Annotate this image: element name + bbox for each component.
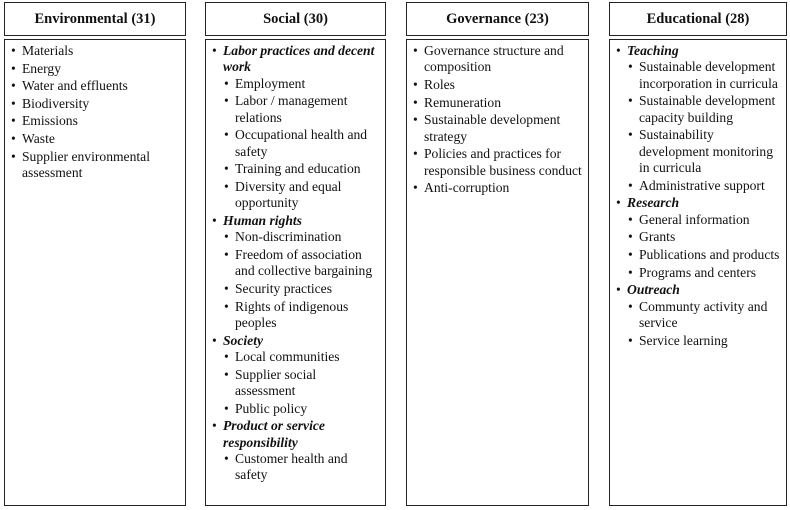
group-title: • Research bbox=[627, 195, 680, 211]
sub-list-item: • Security practices bbox=[224, 281, 379, 297]
group-item bbox=[212, 43, 379, 212]
column-body-governance bbox=[406, 39, 589, 506]
list-item: • Remuneration bbox=[413, 95, 582, 111]
sub-list-item: • General information bbox=[628, 212, 780, 228]
list-item: • Biodiversity bbox=[11, 96, 179, 112]
sub-list-item: • Public policy bbox=[224, 401, 379, 417]
group-title: • Labor practices and decent work bbox=[223, 43, 375, 75]
group-title: • Human rights bbox=[223, 213, 302, 228]
column-body-educational bbox=[609, 39, 787, 506]
list-item: • Roles bbox=[413, 77, 582, 93]
sub-list bbox=[224, 451, 379, 484]
group-item bbox=[616, 43, 780, 194]
sub-list bbox=[224, 349, 379, 417]
column-header-social: Social (30) bbox=[205, 2, 386, 36]
list-item: • Governance structure and composition bbox=[413, 43, 582, 76]
column-header-environmental: Environmental (31) bbox=[4, 2, 186, 36]
sub-list-item: • Labor / management relations bbox=[224, 93, 379, 126]
group-item bbox=[616, 195, 780, 281]
list-item: • Sustainable development strategy bbox=[413, 112, 582, 145]
item-list bbox=[616, 43, 780, 349]
sub-list-item: • Communty activity and service bbox=[628, 299, 780, 332]
column-body-social bbox=[205, 39, 386, 506]
column-header-educational: Educational (28) bbox=[609, 2, 787, 36]
group-item bbox=[616, 282, 780, 349]
column-body-environmental bbox=[4, 39, 186, 506]
sub-list-item: • Publications and products bbox=[628, 247, 780, 263]
sub-list-item: • Administrative support bbox=[628, 178, 780, 194]
sub-list-item: • Freedom of association and collective bargaining bbox=[224, 247, 379, 280]
sub-list bbox=[628, 212, 780, 281]
group-item bbox=[212, 418, 379, 484]
sub-list-item: • Sustainable development incorporation in curricula bbox=[628, 59, 780, 92]
group-title: • Teaching bbox=[627, 43, 679, 58]
item-list bbox=[11, 43, 179, 181]
list-item: • Waste bbox=[11, 131, 179, 147]
sub-list-item: • Grants bbox=[628, 229, 780, 245]
group-title: • Outreach bbox=[627, 282, 680, 298]
item-list bbox=[413, 43, 582, 197]
sub-list-item: • Local communities bbox=[224, 349, 379, 365]
sub-list-item: • Programs and centers bbox=[628, 265, 780, 281]
list-item: • Energy bbox=[11, 61, 179, 77]
list-item: • Anti-corruption bbox=[413, 180, 582, 196]
column-header-governance: Governance (23) bbox=[406, 2, 589, 36]
sub-list bbox=[224, 229, 379, 331]
group-title: • Society bbox=[223, 332, 264, 348]
list-item: • Materials bbox=[11, 43, 179, 59]
sub-list-item: • Occupational health and safety bbox=[224, 127, 379, 160]
item-list bbox=[212, 43, 379, 484]
sub-list bbox=[628, 59, 780, 194]
sub-list-item: • Sustainability development monitoring in curricula bbox=[628, 127, 780, 176]
group-item bbox=[212, 333, 379, 417]
sub-list-item: • Supplier social assessment bbox=[224, 367, 379, 400]
sub-list-item: • Service learning bbox=[628, 333, 780, 349]
list-item: • Supplier environmental assessment bbox=[11, 149, 179, 182]
list-item: • Policies and practices for responsible business conduct bbox=[413, 146, 582, 179]
sub-list-item: • Sustainable development capacity building bbox=[628, 93, 780, 126]
sub-list-item: • Training and education bbox=[224, 161, 379, 177]
sub-list bbox=[224, 76, 379, 212]
list-item: • Water and effluents bbox=[11, 78, 179, 94]
group-item bbox=[212, 213, 379, 331]
sub-list-item: • Employment bbox=[224, 76, 379, 92]
list-item: • Emissions bbox=[11, 113, 179, 129]
sub-list-item: • Rights of indigenous peoples bbox=[224, 299, 379, 332]
group-title: • Product or service responsibility bbox=[223, 418, 325, 450]
sub-list-item: • Diversity and equal opportunity bbox=[224, 179, 379, 212]
sub-list-item: • Customer health and safety bbox=[224, 451, 379, 484]
sub-list-item: • Non-discrimination bbox=[224, 229, 379, 245]
sub-list bbox=[628, 299, 780, 349]
